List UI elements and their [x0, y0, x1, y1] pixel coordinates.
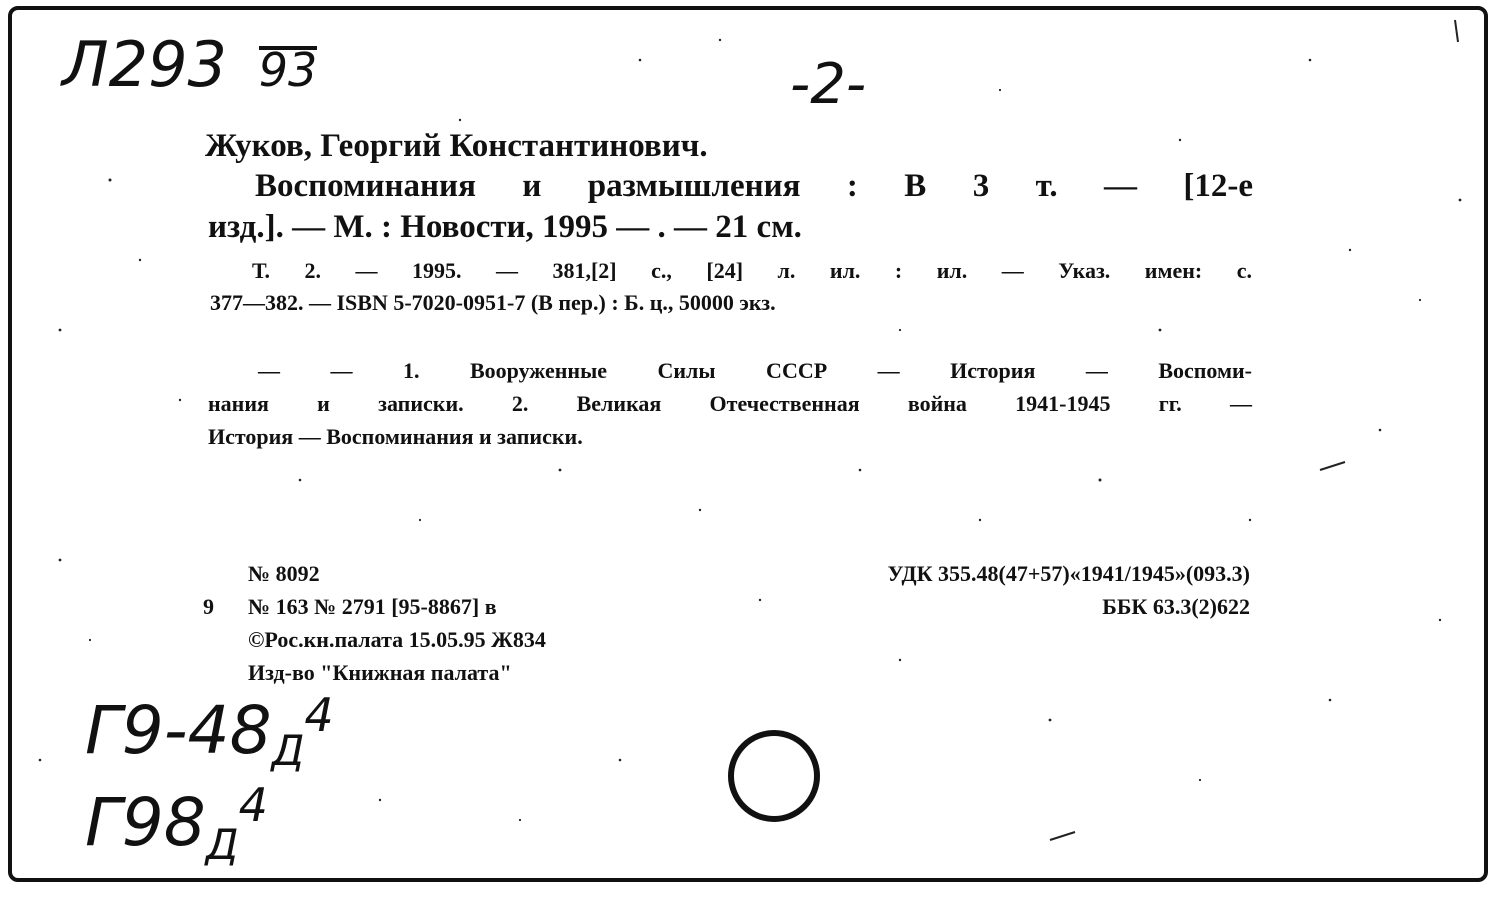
- bbk-code: ББК 63.3(2)622: [1102, 594, 1250, 619]
- shelf-mark-fraction: 93: [258, 43, 318, 97]
- handwritten-code-1: $Г9-48Д^4$: [85, 688, 334, 775]
- shelf-mark-number: Л293: [62, 28, 227, 101]
- code-2-sup: 4: [238, 778, 268, 832]
- subjects-line-3: История — Воспоминания и записки.: [208, 424, 583, 449]
- copyright-line: ©Рос.кн.палата 15.05.95 Ж834: [248, 627, 546, 652]
- volume-line-2: 377—382. — ISBN 5-7020-0951-7 (В пер.) : Б. ц., 50000 экз.: [210, 290, 776, 315]
- code-2-sub: Д: [205, 820, 239, 869]
- subjects-line-2: нания и записки. 2. Великая Отечественная война 1941-1945 гг. —: [208, 391, 1252, 416]
- code-1-sub: Д: [271, 726, 305, 775]
- publisher-line: Изд-во "Книжная палата": [248, 660, 512, 685]
- page-number: -2-: [790, 52, 867, 117]
- registration-numbers: № 163 № 2791 [95-8867] в: [248, 594, 497, 619]
- record-number: № 8092: [248, 561, 320, 586]
- shelf-mark: [62, 28, 317, 101]
- code-1-sup: 4: [304, 688, 334, 742]
- subjects-line-1: — — 1. Вооруженные Силы СССР — История — Воспоми-: [258, 358, 1252, 383]
- handwritten-code-2: $Г98_Д^4$: [85, 778, 268, 869]
- author-heading: Жуков, Георгий Константинович.: [205, 128, 708, 164]
- margin-digit: 9: [203, 594, 214, 619]
- udc-code: УДК 355.48(47+57)«1941/1945»(093.3): [887, 561, 1250, 586]
- title-line-1: Воспоминания и размышления : В 3 т. — [12-е: [255, 168, 1253, 204]
- circle-mark-icon: [728, 730, 820, 822]
- title-line-2: изд.]. — М. : Новости, 1995 — . — 21 см.: [208, 209, 802, 245]
- volume-line-1: Т. 2. — 1995. — 381,[2] с., [24] л. ил. : ил. — Указ. имен: с.: [252, 258, 1252, 283]
